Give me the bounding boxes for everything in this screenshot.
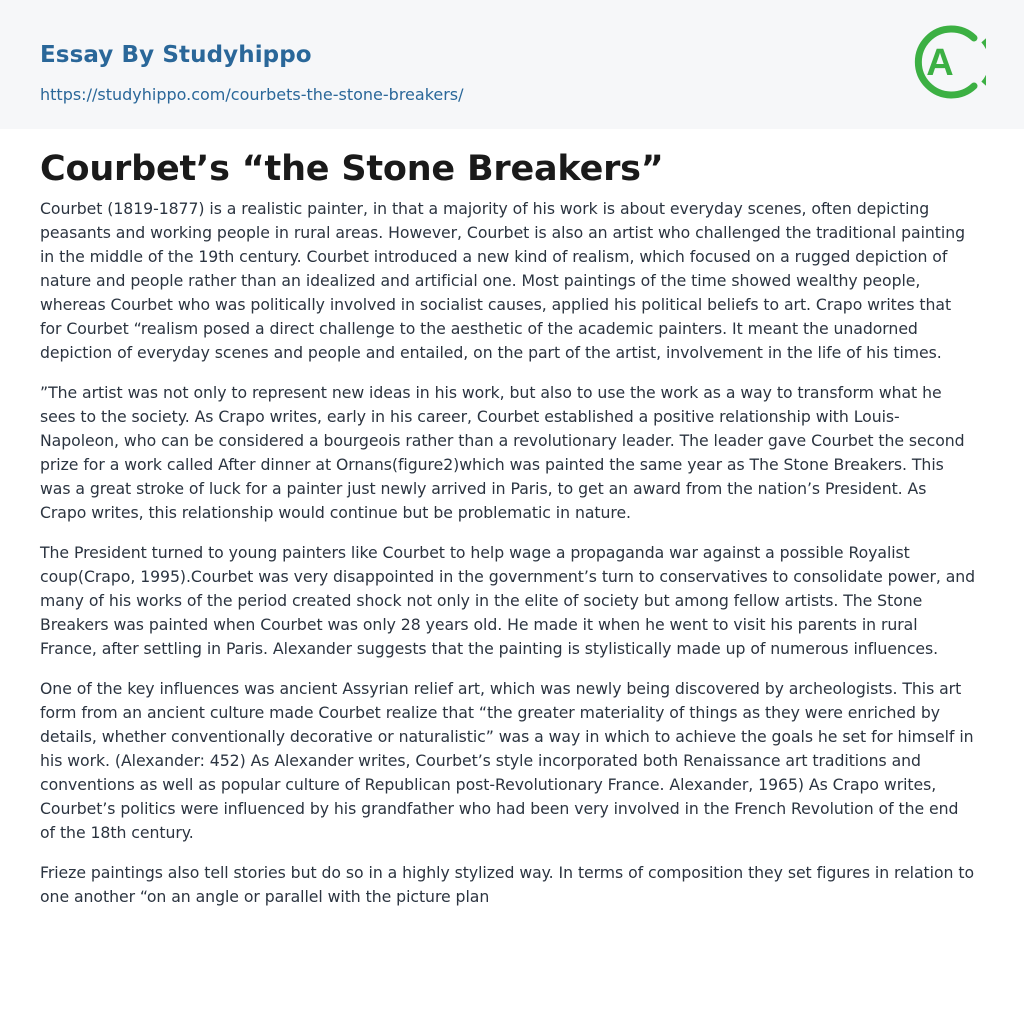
essay-paragraph: The President turned to young painters like Courbet to help wage a propaganda war against a possible Royalist coup(Crapo, 1995).Courbet was very disappointed in the government’s turn to conservatives to consolidate power, and many of his works of the period created shock not only in the elite of society but among fellow artists. The Stone Breakers was painted when Courbet was only 28 years old. He made it when he went to visit his parents in rural France, after settling in Paris. Alexander suggests that the painting is stylistically made up of numerous influences. <box>40 543 976 658</box>
studyhippo-logo-icon[interactable] <box>912 20 986 104</box>
essay-paragraph: Frieze paintings also tell stories but do so in a highly stylized way. In terms of composition they set figures in relation to one another “on an angle or parallel with the picture plan <box>40 863 974 906</box>
source-url-link[interactable]: https://studyhippo.com/courbets-the-stone-breakers/ <box>40 85 464 104</box>
essay-paragraph: ”The artist was not only to represent new ideas in his work, but also to use the work as a way to transform what he sees to the society. As Crapo writes, early in his career, Courbet established a positive relationship with Louis-Napoleon, who can be considered a bourgeois rather than a revolutionary leader. The leader gave Courbet the second prize for a work called After dinner at Ornans(figure2)which was painted the same year as The Stone Breakers. This was a great stroke of luck for a painter just newly arrived in Paris, to get an award from the nation’s President. As Crapo writes, this relationship would continue but be problematic in nature. <box>40 383 965 522</box>
site-title[interactable]: Essay By Studyhippo <box>40 42 312 68</box>
page-title: Courbet’s “the Stone Breakers” <box>40 149 664 189</box>
logo-letter: A <box>926 42 954 84</box>
essay-content <box>0 147 1024 909</box>
essay-paragraph: Courbet (1819-1877) is a realistic painter, in that a majority of his work is about everyday scenes, often depicting peasants and working people in rural areas. However, Courbet is also an artist who challenged the traditional painting in the middle of the 19th century. Courbet introduced a new kind of realism, which focused on a rugged depiction of nature and people rather than an idealized and artificial one. Most paintings of the time showed wealthy people, whereas Courbet who was politically involved in socialist causes, applied his political beliefs to art. Crapo writes that for Courbet “realism posed a direct challenge to the aesthetic of the academic painters. It meant the unadorned depiction of everyday scenes and people and entailed, on the part of the artist, involvement in the life of his times. <box>40 199 966 362</box>
site-header <box>0 0 1024 129</box>
essay-paragraph: One of the key influences was ancient Assyrian relief art, which was newly being discovered by archeologists. This art form from an ancient culture made Courbet realize that “the greater materiality of things as they were enriched by details, whether conventionally decorative or naturalistic” was a way in which to achieve the goals he set for himself in his work. (Alexander: 452) As Alexander writes, Courbet’s style incorporated both Renaissance art traditions and conventions as well as popular culture of Republican post-Revolutionary France. Alexander, 1965) As Crapo writes, Courbet’s politics were influenced by his grandfather who had been very involved in the French Revolution of the end of the 18th century. <box>40 679 974 842</box>
